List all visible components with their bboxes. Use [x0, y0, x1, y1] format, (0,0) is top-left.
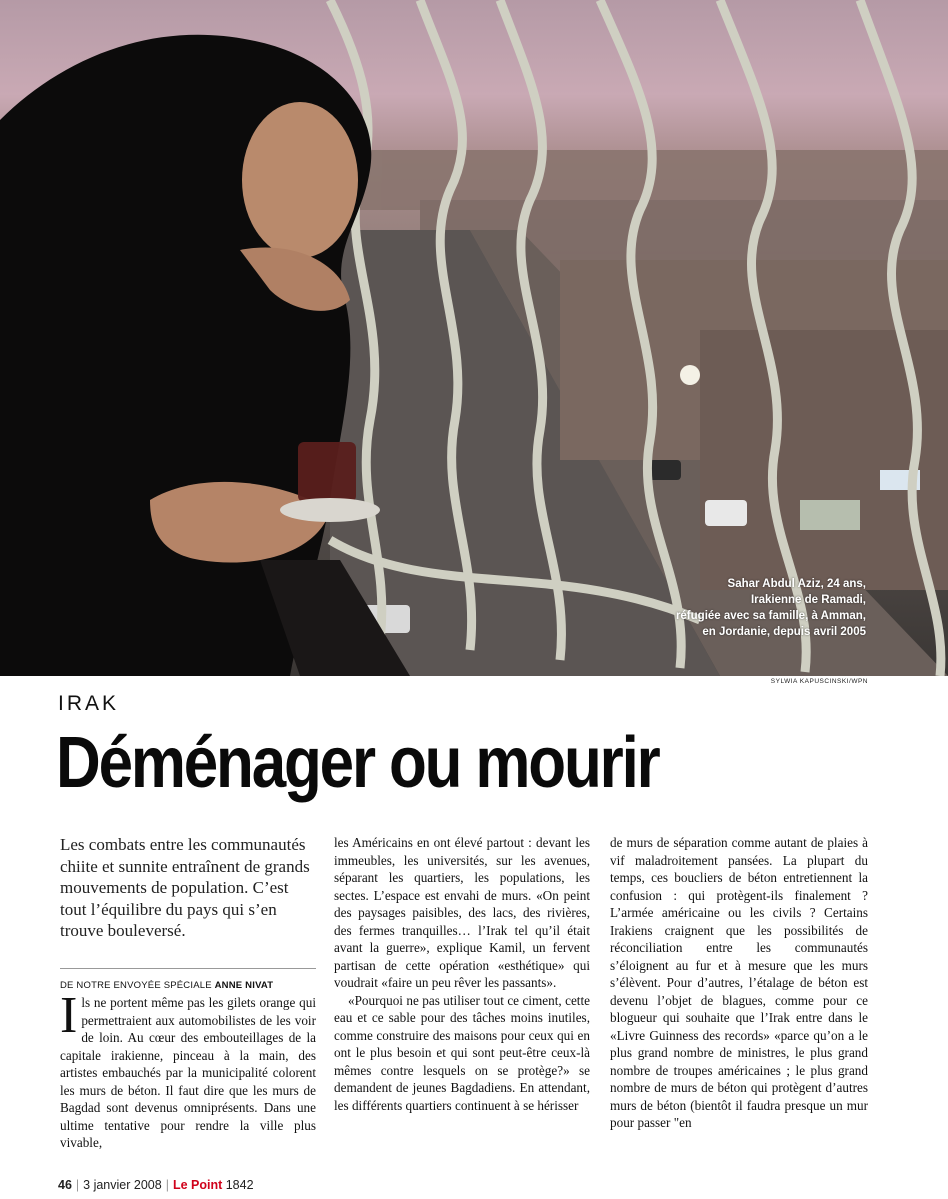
article-body-paragraph: de murs de séparation comme autant de plaies à vif maladroitement pansées. La plupart du temps, ces boucliers de béton entretiennent la confusion : qui protègent-ils finalement ? L’armée américaine ou les civils ? Certains Irakiens craignent que les possibilités de réconciliation entre les communautés s’éloignent au fur et à mesure que les murs s’élèvent. Pour d’autres, l’étalage de béton est devenu l’objet de blagues, comme pour ce blogueur qui souhaite que l’Irak entre dans le «Livre Guinness des records» «parce qu’on a le plus grand nombre de ministres, le plus grand nombre de troupes américaines ; le plus grand nombre de murs de béton qui protègent d’autres murs de béton (bientôt il faudra presque un mur pour passer "en [610, 835, 868, 1130]
caption-line: réfugiée avec sa famille, à Amman, [675, 610, 866, 622]
caption-line: en Jordanie, depuis avril 2005 [702, 626, 866, 638]
folio-separator: | [75, 1178, 80, 1192]
folio-separator: | [165, 1178, 169, 1192]
byline-prefix: DE NOTRE ENVOYÉE SPÉCIALE [60, 979, 212, 991]
byline-divider [60, 968, 316, 969]
issue-date: 3 janvier 2008 [83, 1178, 162, 1192]
byline-author: ANNE NIVAT [214, 979, 274, 991]
section-kicker: IRAK [58, 692, 120, 715]
article-body-paragraph: «Pourquoi ne pas utiliser tout ce ciment, cette eau et ce sable pour des tâches moins inutiles, comme construire des maisons pour ceux qui en ont le plus besoin et qui sont peut-être ceux-là mêmes contre lesquels on se protège?» se demandent de jeunes Bagdadiens. En attendant, les différents quartiers continuent à se hérisser [334, 992, 590, 1113]
photo-caption [626, 576, 866, 640]
article-lede: Les combats entre les communautés chiite et sunnite entraînent de grands mouvements de population. C’est tout l’équilibre du pays qui s’en trouve bouleversé. [60, 835, 310, 940]
article-headline: Déménager ou mourir [56, 723, 659, 803]
article-body-paragraph: les Américains en ont élevé partout : devant les immeubles, les universités, sur les avenues, séparant les quartiers, les populations, les sectes. L’espace est envahi de murs. «On peint des paysages paisibles, des lacs, des rivières, des fermes tranquilles… l’Irak tel qu’il était avant la guerre», explique Kamil, un fervent partisan de cette opération «esthétique» qui voudrait «faire un peu rêver les passants». [334, 835, 590, 990]
photo-credit: SYLWIA KAPUSCINSKI/WPN [770, 678, 868, 685]
article-body-paragraph: Ils ne portent même pas les gilets orange qui permettraient aux automobilistes de les voir de loin. Au cœur des embouteillages de la capitale irakienne, pinceau à la main, des artistes embauchés par la municipalité colorent les murs de béton. Il faut dire que les murs de Bagdad sont devenus omniprésents. Dans une ultime tentative pour rendre la ville plus vivable, [60, 987, 316, 1150]
issue-number: 1842 [225, 1178, 254, 1192]
byline [60, 977, 316, 995]
article-column-1 [60, 834, 316, 1152]
caption-line: Irakienne de Ramadi, [750, 594, 866, 606]
caption-line: Sahar Abdul Aziz, 24 ans, [727, 578, 866, 590]
magazine-name: Le Point [172, 1178, 223, 1192]
page-number: 46 [58, 1178, 72, 1192]
article-column-2 [334, 834, 590, 1114]
page-folio [58, 1178, 254, 1192]
article-column-3 [610, 834, 868, 1132]
